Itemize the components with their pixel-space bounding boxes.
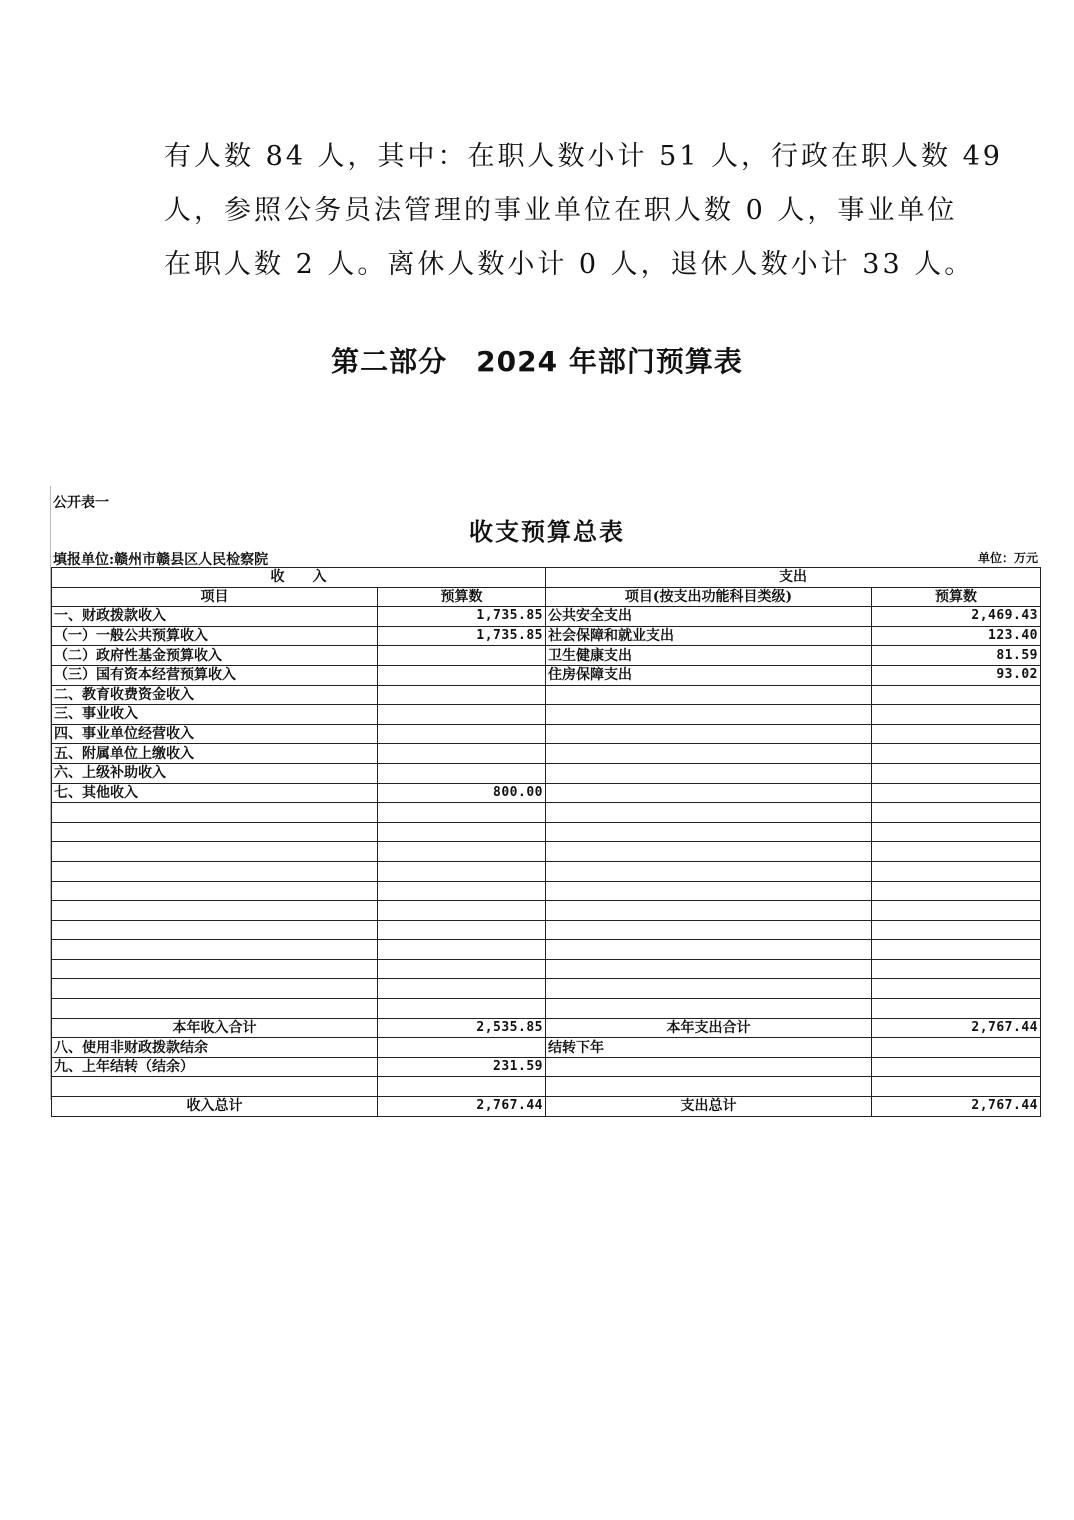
income-value-cell (378, 822, 546, 842)
income-item-cell (52, 842, 378, 862)
income-item-cell (52, 901, 378, 921)
income-value-cell (378, 744, 546, 764)
table-row (52, 999, 1041, 1019)
table-row (52, 685, 1041, 705)
expense-item-cell (546, 1077, 872, 1097)
paragraph-line: 人，参照公务员法管理的事业单位在职人数 0 人，事业单位 (164, 195, 958, 226)
income-item-cell: 四、事业单位经营收入 (52, 724, 378, 744)
expense-value-cell (872, 999, 1041, 1019)
expense-item-cell (546, 999, 872, 1019)
expense-value-cell: 2,767.44 (872, 1097, 1041, 1117)
income-value-cell (378, 901, 546, 921)
income-item-cell: （一）一般公共预算收入 (52, 626, 378, 646)
income-value-cell (378, 724, 546, 744)
table-row (52, 705, 1041, 725)
expense-item-cell (546, 881, 872, 901)
table-row (52, 1038, 1041, 1058)
column-header: 项目(按支出功能科目类级) (546, 587, 872, 607)
income-value-cell (378, 705, 546, 725)
expense-item-cell (546, 861, 872, 881)
table-row (52, 861, 1041, 881)
income-item-cell (52, 803, 378, 823)
expense-value-cell: 2,469.43 (872, 607, 1041, 627)
expense-value-cell (872, 724, 1041, 744)
income-value-cell: 2,535.85 (378, 1018, 546, 1038)
expense-value-cell (872, 1077, 1041, 1097)
expense-value-cell (872, 763, 1041, 783)
table-header-row (52, 587, 1041, 607)
table-row (52, 646, 1041, 666)
income-value-cell: 800.00 (378, 783, 546, 803)
income-item-cell (52, 999, 378, 1019)
income-item-cell (52, 1077, 378, 1097)
income-value-cell (378, 920, 546, 940)
table-row (52, 959, 1041, 979)
column-header: 预算数 (378, 587, 546, 607)
expense-item-cell (546, 920, 872, 940)
expense-item-cell: 公共安全支出 (546, 607, 872, 627)
table-row (52, 842, 1041, 862)
income-value-cell (378, 940, 546, 960)
income-item-cell: 本年收入合计 (52, 1018, 378, 1038)
table-row (52, 607, 1041, 627)
income-item-cell: 三、事业收入 (52, 705, 378, 725)
income-item-cell (52, 979, 378, 999)
expense-value-cell (872, 705, 1041, 725)
income-value-cell (378, 959, 546, 979)
expense-value-cell (872, 901, 1041, 921)
expense-item-cell (546, 959, 872, 979)
table-row (52, 822, 1041, 842)
expense-value-cell: 123.40 (872, 626, 1041, 646)
income-item-cell: 七、其他收入 (52, 783, 378, 803)
expense-item-cell (546, 783, 872, 803)
expense-value-cell: 93.02 (872, 665, 1041, 685)
expense-item-cell (546, 1057, 872, 1077)
income-value-cell (378, 763, 546, 783)
expense-item-cell (546, 901, 872, 921)
expense-item-cell: 住房保障支出 (546, 665, 872, 685)
intro-paragraph (164, 130, 1003, 292)
expense-value-cell (872, 1038, 1041, 1058)
income-value-cell (378, 685, 546, 705)
income-value-cell (378, 1077, 546, 1097)
table-header-row (52, 568, 1041, 588)
expense-value-cell (872, 959, 1041, 979)
income-value-cell (378, 881, 546, 901)
table-row (52, 1057, 1041, 1077)
income-item-cell: 五、附属单位上缴收入 (52, 744, 378, 764)
income-value-cell: 1,735.85 (378, 626, 546, 646)
expense-value-cell (872, 881, 1041, 901)
income-value-cell (378, 979, 546, 999)
expense-value-cell (872, 744, 1041, 764)
income-value-cell: 231.59 (378, 1057, 546, 1077)
table-row (52, 979, 1041, 999)
currency-unit: 单位：万元 (977, 551, 1038, 565)
expense-item-cell (546, 744, 872, 764)
income-value-cell (378, 646, 546, 666)
table-row (52, 626, 1041, 646)
expense-item-cell: 本年支出合计 (546, 1018, 872, 1038)
table-row (52, 920, 1041, 940)
expense-item-cell (546, 979, 872, 999)
table-row (52, 1018, 1041, 1038)
table-title: 收支预算总表 (469, 518, 625, 546)
form-code: 公开表一 (53, 495, 109, 511)
income-value-cell: 2,767.44 (378, 1097, 546, 1117)
income-item-cell: 八、使用非财政拨款结余 (52, 1038, 378, 1058)
income-item-cell: （二）政府性基金预算收入 (52, 646, 378, 666)
income-item-cell (52, 881, 378, 901)
table-row (52, 803, 1041, 823)
expense-value-cell (872, 979, 1041, 999)
expense-value-cell: 2,767.44 (872, 1018, 1041, 1038)
expense-value-cell (872, 685, 1041, 705)
expense-item-cell (546, 940, 872, 960)
income-item-cell: 二、教育收费资金收入 (52, 685, 378, 705)
expense-item-cell (546, 842, 872, 862)
table-row (52, 763, 1041, 783)
income-item-cell (52, 940, 378, 960)
expense-value-cell (872, 1057, 1041, 1077)
table-row (52, 724, 1041, 744)
income-item-cell (52, 822, 378, 842)
income-value-cell (378, 1038, 546, 1058)
section-title: 第二部分 2024 年部门预算表 (331, 345, 743, 378)
income-value-cell (378, 803, 546, 823)
expense-value-cell (872, 920, 1041, 940)
income-item-cell: （三）国有资本经营预算收入 (52, 665, 378, 685)
expense-item-cell: 支出总计 (546, 1097, 872, 1117)
table-row (52, 744, 1041, 764)
expense-item-cell: 社会保障和就业支出 (546, 626, 872, 646)
income-value-cell (378, 665, 546, 685)
table-row (52, 1097, 1041, 1117)
expense-value-cell (872, 861, 1041, 881)
expense-header: 支出 (546, 568, 1041, 588)
expense-value-cell (872, 940, 1041, 960)
income-item-cell (52, 861, 378, 881)
table-row (52, 901, 1041, 921)
budget-summary-table (51, 567, 1041, 1117)
income-value-cell: 1,735.85 (378, 607, 546, 627)
expense-item-cell: 结转下年 (546, 1038, 872, 1058)
income-item-cell: 收入总计 (52, 1097, 378, 1117)
table-row (52, 783, 1041, 803)
expense-value-cell (872, 842, 1041, 862)
income-item-cell: 九、上年结转（结余） (52, 1057, 378, 1077)
income-header: 收 入 (52, 568, 546, 588)
expense-value-cell (872, 822, 1041, 842)
income-item-cell: 一、财政拨款收入 (52, 607, 378, 627)
table-row (52, 940, 1041, 960)
expense-item-cell (546, 705, 872, 725)
expense-item-cell (546, 822, 872, 842)
income-item-cell (52, 959, 378, 979)
table-row (52, 881, 1041, 901)
table-row (52, 665, 1041, 685)
income-item-cell: 六、上级补助收入 (52, 763, 378, 783)
expense-item-cell: 卫生健康支出 (546, 646, 872, 666)
table-row (52, 1077, 1041, 1097)
expense-item-cell (546, 803, 872, 823)
income-value-cell (378, 999, 546, 1019)
paragraph-line: 在职人数 2 人。离休人数小计 0 人，退休人数小计 33 人。 (164, 249, 975, 280)
reporting-unit: 填报单位:赣州市赣县区人民检察院 (53, 552, 269, 568)
expense-value-cell (872, 783, 1041, 803)
expense-item-cell (546, 763, 872, 783)
paragraph-line: 有人数 84 人，其中：在职人数小计 51 人，行政在职人数 49 (164, 141, 1003, 172)
expense-item-cell (546, 685, 872, 705)
expense-value-cell: 81.59 (872, 646, 1041, 666)
expense-value-cell (872, 803, 1041, 823)
income-item-cell (52, 920, 378, 940)
column-header: 预算数 (872, 587, 1041, 607)
expense-item-cell (546, 724, 872, 744)
income-value-cell (378, 861, 546, 881)
income-value-cell (378, 842, 546, 862)
column-header: 项目 (52, 587, 378, 607)
